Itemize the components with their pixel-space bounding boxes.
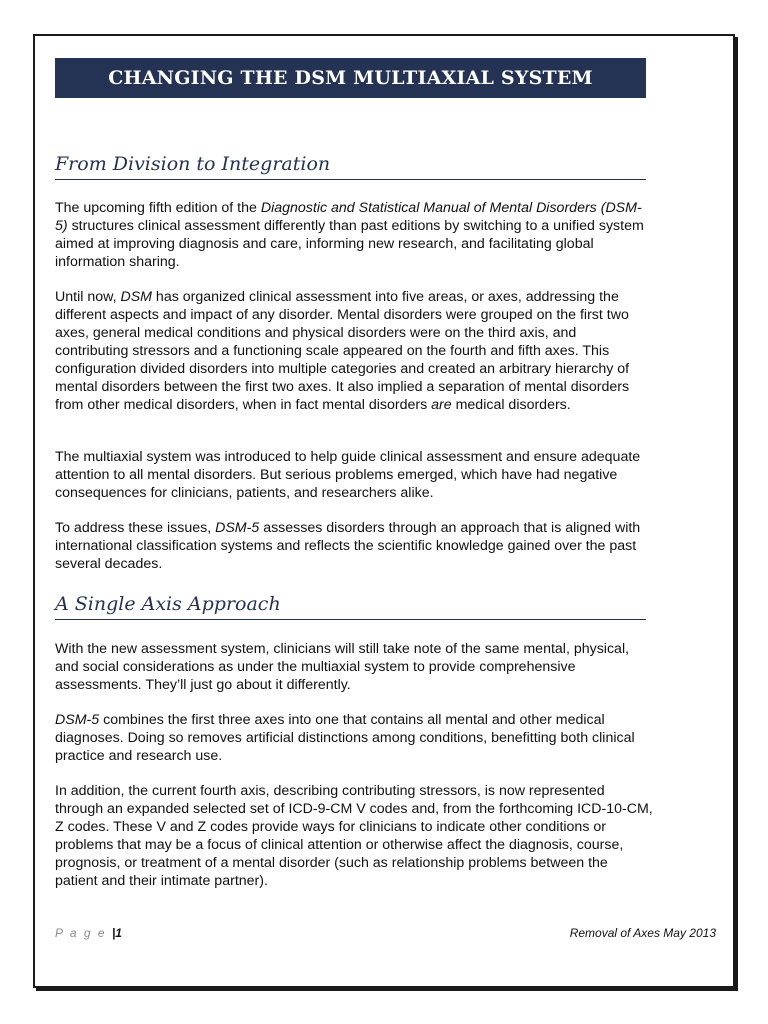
text-run: To address these issues,: [55, 520, 216, 536]
text-run: The upcoming fifth edition of the: [55, 200, 261, 216]
text-run: assesses disorders through an approach that is aligned with international classification systems and reflects the scientific knowledge gained over the past several decades.: [55, 520, 641, 572]
footer-separator: |: [111, 926, 116, 940]
paragraph-five-axes: [55, 288, 653, 414]
text-run-italic: DSM-5: [215, 520, 260, 536]
paragraph-fourth-axis: [55, 782, 653, 890]
text-run-italic: are: [431, 397, 452, 413]
text-run-italic: Diagnostic and Statistical Manual of Mental Disorders (DSM-5): [55, 200, 642, 234]
text-run: medical disorders.: [451, 397, 571, 413]
paragraph-combines-axes: [55, 711, 653, 765]
footer-page-number: 1: [115, 926, 122, 940]
text-run: With the new assessment system, clinicians will still take note of the same mental, physical, and social considerations as under the multiaxial system to provide comprehensive assessments. They’ll just go about it differently.: [55, 641, 630, 693]
paragraph-new-system: [55, 640, 653, 694]
footer-doc-info: Removal of Axes May 2013: [569, 926, 716, 940]
text-run: combines the first three axes into one that contains all mental and other medical diagnoses. Doing so removes artificial distinctions among conditions, benefitting both clinical practice and research use.: [55, 712, 635, 764]
paragraph-address-issues: [55, 519, 653, 573]
text-run: Until now,: [55, 289, 121, 305]
footer-page-indicator: [55, 926, 122, 940]
text-run-italic: DSM: [120, 289, 152, 305]
section-heading-single-axis: A Single Axis Approach: [55, 592, 646, 620]
text-run: structures clinical assessment differently than past editions by switching to a unified system aimed at improving diagnosis and care, informing new research, and facilitating global information sharing.: [55, 218, 644, 270]
section-heading-division: From Division to Integration: [55, 152, 646, 180]
paragraph-problems: [55, 448, 653, 502]
text-run-italic: DSM-5: [55, 712, 100, 728]
paragraph-intro: [55, 199, 653, 271]
footer-page-label: P a g e: [55, 926, 107, 940]
document-title: CHANGING THE DSM MULTIAXIAL SYSTEM: [55, 58, 646, 98]
text-run: In addition, the current fourth axis, describing contributing stressors, is now represented through an expanded selected set of ICD-9-CM V codes and, from the forthcoming ICD-10-CM, Z codes. These V and Z codes provide ways for clinicians to indicate other conditions or problems that may be a focus of clinical attention or otherwise affect the diagnosis, course, prognosis, or treatment of a mental disorder (such as relationship problems between the patient and their intimate partner).: [55, 783, 653, 889]
text-run: has organized clinical assessment into five areas, or axes, addressing the different aspects and impact of any disorder. Mental disorders were grouped on the first two axes, general medical conditions and physical disorders were on the third axis, and contributing stressors and a functioning scale appeared on the fourth and fifth axes. This configuration divided disorders into multiple categories and created an arbitrary hierarchy of mental disorders between the first two axes. It also implied a separation of mental disorders from other medical disorders, when in fact mental disorders: [55, 289, 630, 413]
text-run: The multiaxial system was introduced to help guide clinical assessment and ensure adequate attention to all mental disorders. But serious problems emerged, which have had negative consequences for clinicians, patients, and researchers alike.: [55, 449, 641, 501]
